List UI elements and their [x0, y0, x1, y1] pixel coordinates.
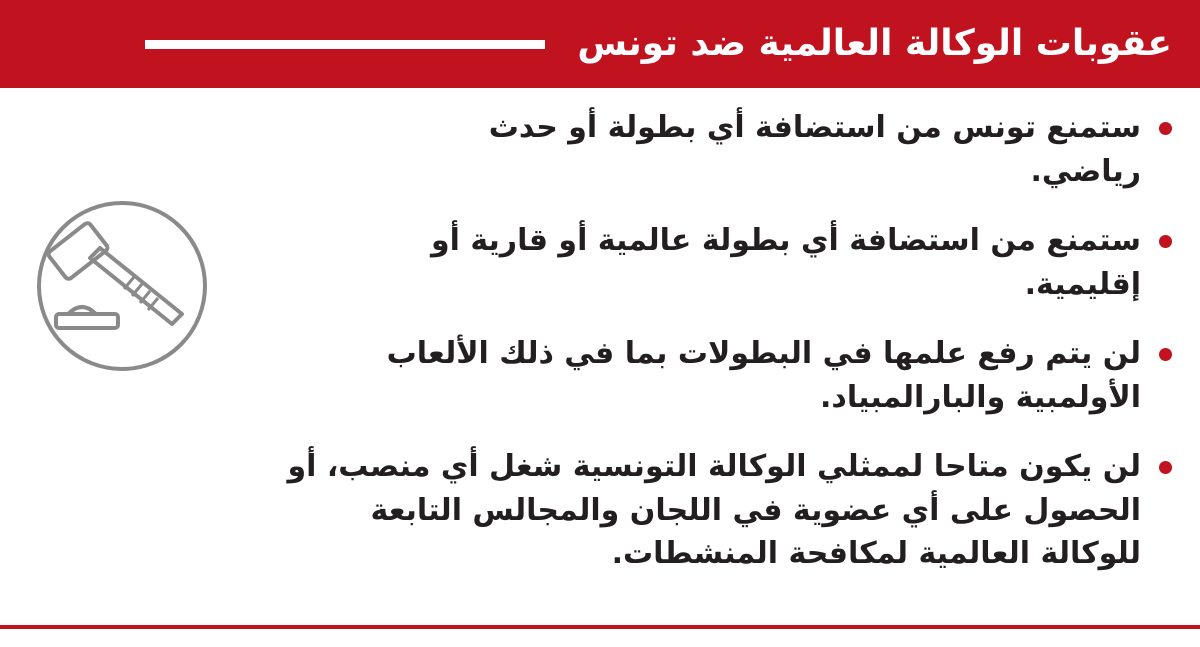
header-divider-line [145, 40, 545, 49]
list-item [28, 445, 1172, 576]
header-bar [0, 0, 1200, 88]
footer-divider-line [0, 625, 1200, 629]
list-item-text: لن يكون متاحا لممثلي الوكالة التونسية شغل أي منصب، أو الحصول على أي عضوية في اللجان والمجالس التابعة للوكالة العالمية لمكافحة المنشطات. [287, 449, 1141, 571]
bullet-icon [1159, 122, 1172, 135]
page-title: عقوبات الوكالة العالمية ضد تونس [577, 23, 1172, 65]
content-area [0, 88, 1200, 623]
list-item-text: ستمنع تونس من استضافة أي بطولة أو حدث رياضي. [488, 110, 1141, 189]
gavel-icon [32, 196, 212, 376]
list-item-text: ستمنع من استضافة أي بطولة عالمية أو قارية أو إقليمية. [430, 223, 1141, 302]
gavel-icon-graphic [32, 196, 212, 376]
bullet-icon [1159, 235, 1172, 248]
bullet-icon [1159, 348, 1172, 361]
bullet-icon [1159, 461, 1172, 474]
list-item [28, 106, 1172, 193]
list-item-text: لن يتم رفع علمها في البطولات بما في ذلك الألعاب الأولمبية والبارالمبياد. [386, 336, 1141, 415]
